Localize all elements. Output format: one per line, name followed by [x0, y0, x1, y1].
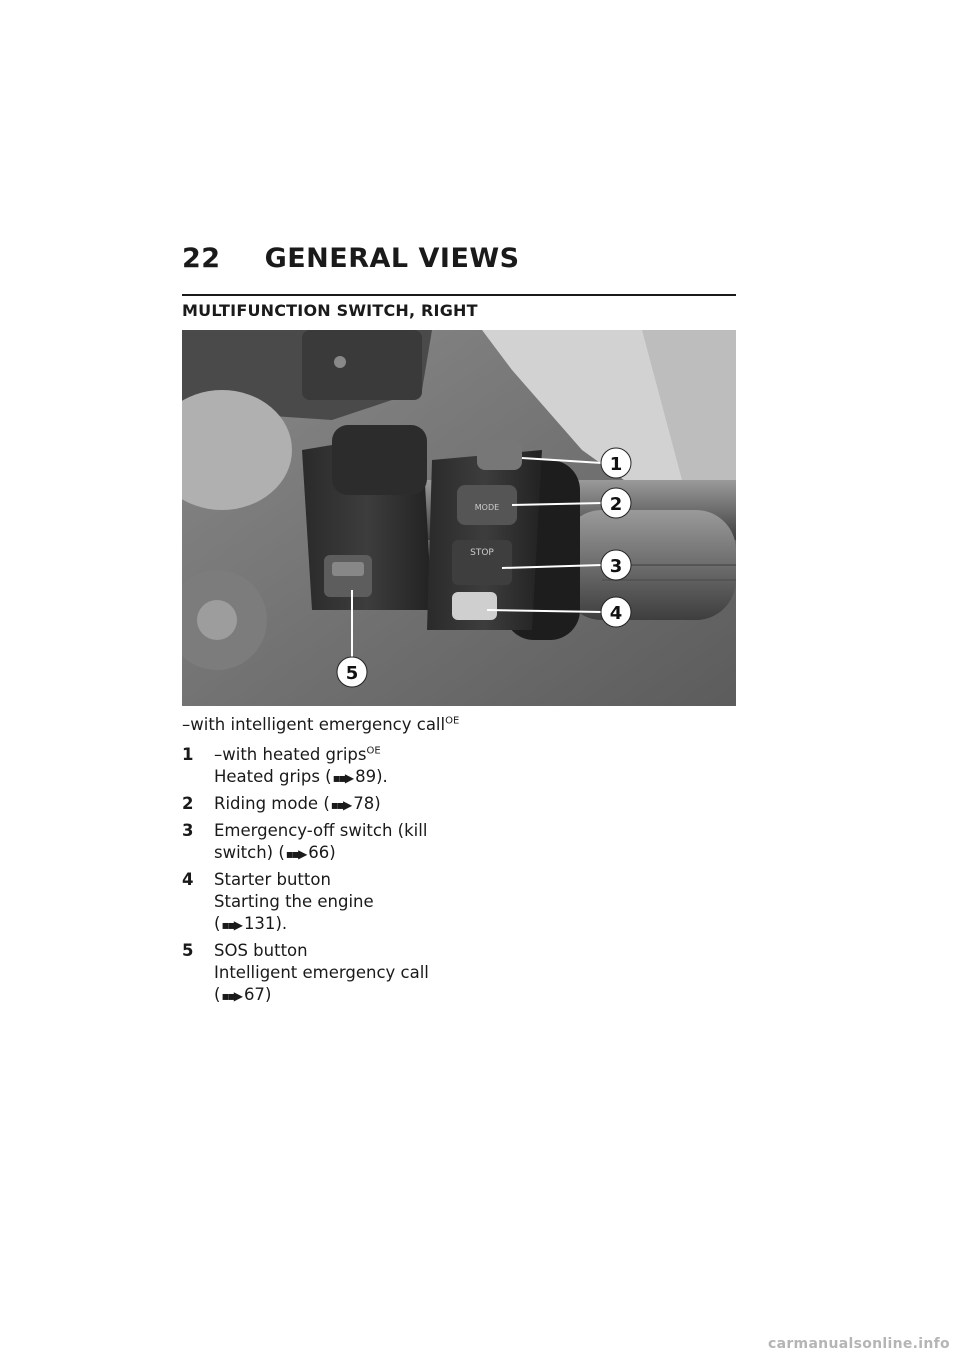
handlebar-switch-figure	[182, 330, 736, 706]
page-ref-link[interactable]: 67	[243, 985, 265, 1004]
mode-label: MODE	[474, 503, 500, 512]
list-item: 4 Starter button Starting the engine (▪▪▶ 131).	[182, 869, 482, 936]
page-ref-arrow-icon: ▪▪▶	[332, 771, 353, 785]
list-item: 3 Emergency-off switch (kill switch) (▪▪▶ 66)	[182, 820, 482, 865]
callout-2: 2	[609, 494, 623, 515]
callout-4: 4	[609, 603, 623, 624]
page-ref-link[interactable]: 66	[308, 843, 330, 862]
callout-1: 1	[609, 454, 623, 475]
page-ref-arrow-icon: ▪▪▶	[330, 798, 351, 812]
page-ref-link[interactable]: 89	[355, 767, 377, 786]
list-item: 1 –with heated grips$^{OE}$ Heated grips (▪▪▶ 89).	[182, 744, 482, 789]
callout-5: 5	[345, 663, 359, 684]
intro-note: –with intelligent emergency call$^{OE}$	[182, 715, 460, 734]
list-item: 2 Riding mode (▪▪▶ 78)	[182, 793, 482, 816]
page-header	[182, 243, 520, 274]
watermark: carmanualsonline.info	[768, 1336, 950, 1352]
section-title: MULTIFUNCTION SWITCH, RIGHT	[182, 294, 736, 320]
page-ref-arrow-icon: ▪▪▶	[221, 918, 241, 932]
page-number: 22	[182, 243, 221, 274]
chapter-title: GENERAL VIEWS	[264, 243, 520, 274]
stop-label: STOP	[470, 548, 494, 558]
legend-list	[182, 714, 482, 1007]
handlebar-illustration	[182, 330, 736, 706]
page-ref-link[interactable]: 131	[243, 914, 276, 933]
page-ref-arrow-icon: ▪▪▶	[285, 847, 306, 861]
callout-3: 3	[609, 556, 623, 577]
list-item: 5 SOS button Intelligent emergency call (▪▪▶ 67)	[182, 940, 482, 1007]
page-ref-link[interactable]: 78	[353, 794, 375, 813]
page-ref-arrow-icon: ▪▪▶	[221, 989, 241, 1003]
